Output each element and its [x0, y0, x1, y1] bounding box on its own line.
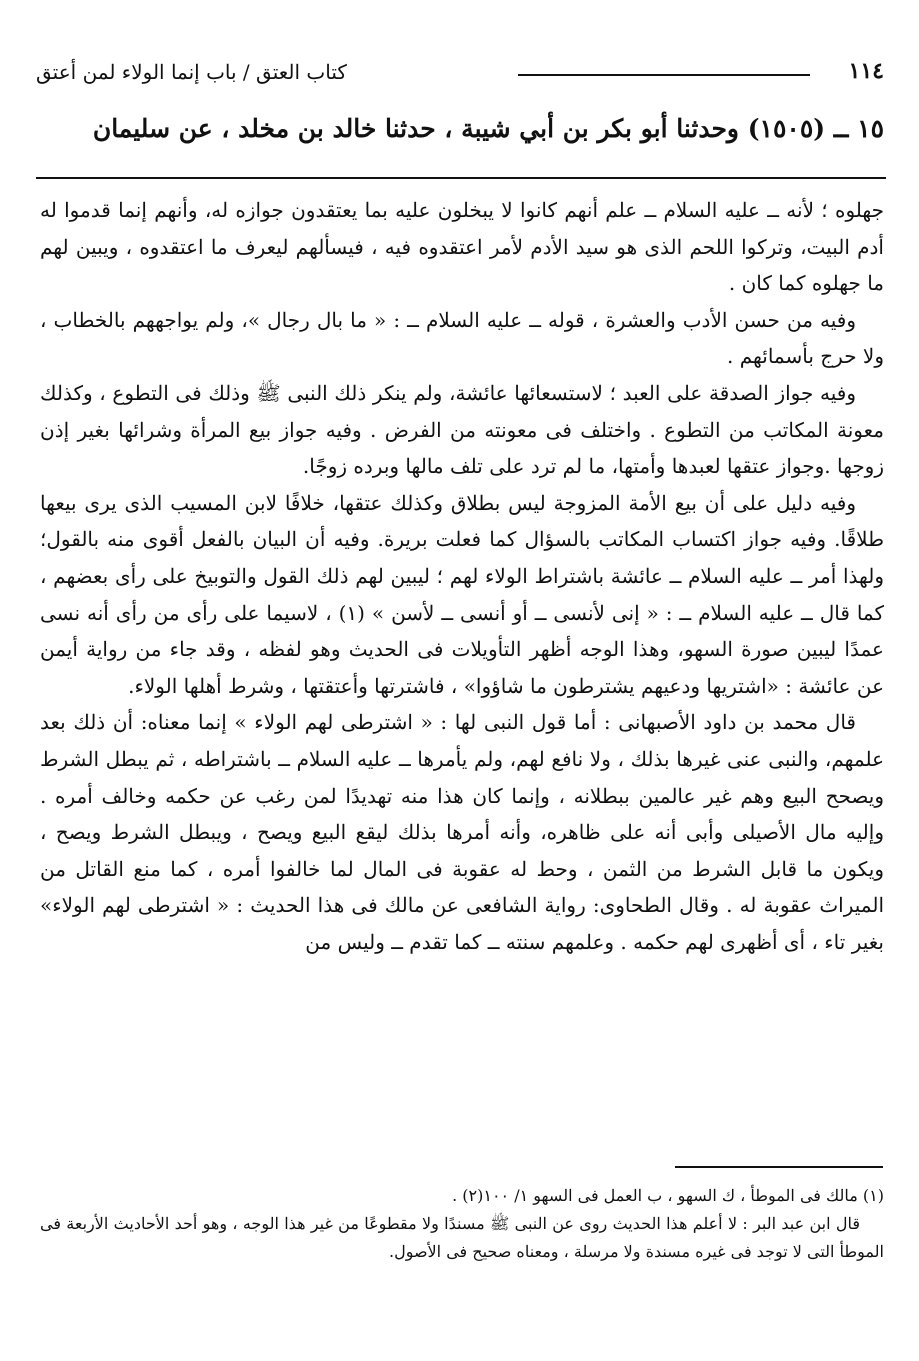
heading-separator-rule	[36, 177, 886, 179]
paragraph: جهلوه ؛ لأنه ــ عليه السلام ــ علم أنهم كانوا لا يبخلون عليه بما يعتقدون جوازه له، وأنهم إنما قدموا له أدم البيت، وتركوا اللحم الذى هو سيد الأدم لأمر اعتقدوه فيه ، فيسألهم ليعرف ما اعتقدوه ، ويبين لهم ما جهلوه كما كان .	[40, 198, 884, 296]
running-header	[36, 56, 884, 96]
footnote-continuation: قال ابن عبد البر : لا أعلم هذا الحديث روى عن النبى ﷺ مسندًا ولا مقطوعًا من غير هذا الوجه ، وهو أحد الأحاديث الأربعة فى الموطأ التى لا توجد فى غيره مسندة ولا مرسلة ، ومعناه صحيح فى الأصول.	[40, 1214, 884, 1261]
header-rule	[518, 74, 810, 76]
paragraph: وفيه دليل على أن بيع الأمة المزوجة ليس بطلاق وكذلك عتقها، خلافًا لابن المسيب الذى يرى بيعها طلاقًا. وفيه جواز اكتساب المكاتب بالسؤال كما فعلت بريرة. وفيه أن البيان بالفعل أقوى منه بالقول؛ ولهذا أمر ــ عليه السلام ــ عائشة باشتراط الولاء لهم ؛ ليبين لهم ذلك القول والتوبيخ على رأى بعضهم ، كما قال ــ عليه السلام ــ : « إنى لأنسى ــ أو أنسى ــ لأسن » (١) ، لاسيما على رأى من رأى أنه نسى عمدًا ليبين صورة السهو، وهذا الوجه أظهر التأويلات فى الحديث وهو لفظه ، وقد جاء من رواية أيمن عن عائشة : «اشتريها ودعيهم يشترطون ما شاؤوا» ، فاشترتها وأعتقتها ، وشرط أهلها الولاء.	[40, 490, 885, 698]
paragraph: وفيه من حسن الأدب والعشرة ، قوله ــ عليه السلام ــ : « ما بال رجال »، ولم يواجههم بالخطاب ، ولا حرج بأسمائهم .	[40, 307, 884, 369]
footnote: (١) مالك فى الموطأ ، ك السهو ، ب العمل فى السهو ١/ ١٠٠(٢) .	[452, 1186, 884, 1205]
hadith-heading: ١٥ ــ (١٥٠٥) وحدثنا أبو بكر بن أبي شيبة ، حدثنا خالد بن مخلد ، عن سليمان	[92, 114, 884, 143]
paragraph: قال محمد بن داود الأصبهانى : أما قول النبى لها : « اشترطى لهم الولاء » إنما معناه: أن ذلك بعد علمهم، والنبى عنى غيرها بذلك ، ولا نافع لهم، ولم يأمرها ــ عليه السلام ــ باشتراطه ، ثم يبطل الشرط ويصحح البيع وهم غير عالمين ببطلانه ، وإنما كان هذا منه تهديدًا لمن رغب عن حكمه وخالف أمره . وإليه مال الأصيلى وأبى أنه على ظاهره، وأنه أمرها بذلك ليقع البيع ويصح ، ويبطل الشرط ويصح ، ويكون ما قابل الشرط من الثمن ، وحط له عقوبة فى المال لما خالفوا أمره ، كما منع القاتل من الميراث عقوبة له . وقال الطحاوى: رواية الشافعى عن مالك فى هذا الحديث : « اشترطى لهم الولاء» بغير تاء ، أى أظهرى لهم حكمه . وعلمهم سنته ــ كما تقدم ــ وليس من	[40, 710, 885, 954]
paragraph: وفيه جواز الصدقة على العبد ؛ لاستسعائها عائشة، ولم ينكر ذلك النبى ﷺ وذلك فى التطوع ، وكذلك معونة المكاتب من التطوع . واختلف فى معونته من الفرض . وفيه جواز بيع المرأة وشرائها بغير إذن زوجها .وجواز عتقها لعبدها وأمتها، ما لم ترد على تلف مالها وبرده زوجًا.	[40, 380, 884, 479]
commentary-body	[40, 192, 884, 960]
running-title: كتاب العتق / باب إنما الولاء لمن أعتق	[36, 60, 347, 84]
footnote-separator-rule	[675, 1166, 883, 1168]
page-number: ١١٤	[848, 58, 884, 84]
footnotes	[40, 1182, 884, 1266]
